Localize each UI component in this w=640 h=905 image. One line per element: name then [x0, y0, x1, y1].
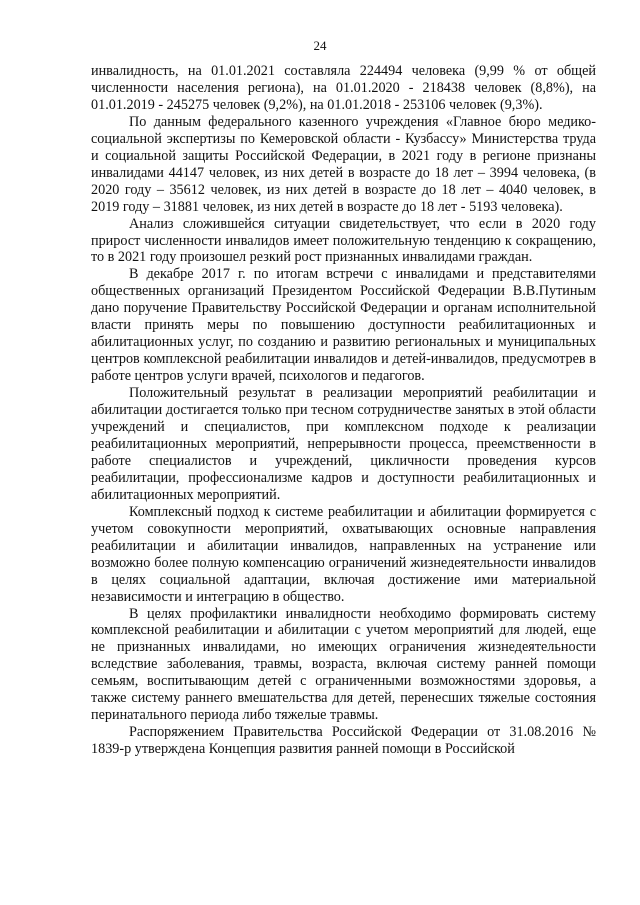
- paragraph-3: Анализ сложившейся ситуации свидетельствует, что если в 2020 году прирост численности инвалидов имеет положительную тенденцию к сокращению, то в 2021 году произошел резкий рост признанных инвалидами граждан.: [91, 215, 596, 266]
- paragraph-7: В целях профилактики инвалидности необходимо формировать систему комплексной реабилитации и абилитации с учетом мероприятий для людей, еще не признанных инвалидами, но имеющих ограничения жизнедеятельности вследствие заболевания, травмы, возраста, включая систему ранней помощи семьям, воспитывающим детей с ограниченными возможностями здоровья, а также систему раннего вмешательства для детей, перенесших тяжелые состояния перинатального периода либо тяжелые травмы.: [91, 605, 596, 724]
- paragraph-8: Распоряжением Правительства Российской Федерации от 31.08.2016 № 1839-р утверждена Концепция развития ранней помощи в Российской: [91, 724, 596, 758]
- paragraph-1: инвалидность, на 01.01.2021 составляла 224494 человека (9,99 % от общей численности населения региона), на 01.01.2020 - 218438 человек (8,8%), на 01.01.2019 - 245275 человек (9,2%), на 01.01.2018 - 253106 человек (9,3%).: [91, 63, 596, 113]
- page-number: 24: [313, 38, 327, 53]
- paragraph-6: Комплексный подход к системе реабилитации и абилитации формируется с учетом совокупности мероприятий, охватывающих основные направления реабилитации и абилитации инвалидов, направленных на устранение или возможно более полную компенсацию ограничений жизнедеятельности инвалидов в целях социальной адаптации, включая достижение ими материальной независимости и интеграцию в общество.: [91, 503, 596, 605]
- paragraph-4: В декабре 2017 г. по итогам встречи с инвалидами и представителями общественных организаций Президентом Российской Федерации В.В.Путиным дано поручение Правительству Российской Федерации и органам исполнительной власти принять меры по повышению доступности реабилитационных и абилитационных услуг, по созданию и развитию региональных и муниципальных центров комплексной реабилитации инвалидов и детей-инвалидов, предусмотрев в работе центров услуги врачей, психологов и педагогов.: [91, 266, 596, 385]
- paragraph-2: По данным федерального казенного учреждения «Главное бюро медико-социальной экспертизы по Кемеровской области - Кузбассу» Министерства труда и социальной защиты Российской Федерации, в 2021 году в регионе признаны инвалидами 44147 человек, из них детей в возрасте до 18 лет – 3994 человека, (в 2020 году – 35612 человек, из них детей в возрасте до 18 лет – 4040 человек, в 2019 году – 31881 человек, из них детей в возрасте до 18 лет - 5193 человека).: [91, 113, 596, 215]
- body-text: [91, 63, 596, 758]
- paragraph-5: Положительный результат в реализации мероприятий реабилитации и абилитации достигается только при тесном сотрудничестве занятых в этой области учреждений и специалистов, при комплексном подходе к реализации реабилитационных мероприятий, непрерывности процесса, преемственности в работе специалистов и учреждений, цикличности проведения курсов реабилитации, профессионализме кадров и доступности реабилитационных и абилитационных мероприятий.: [91, 385, 596, 503]
